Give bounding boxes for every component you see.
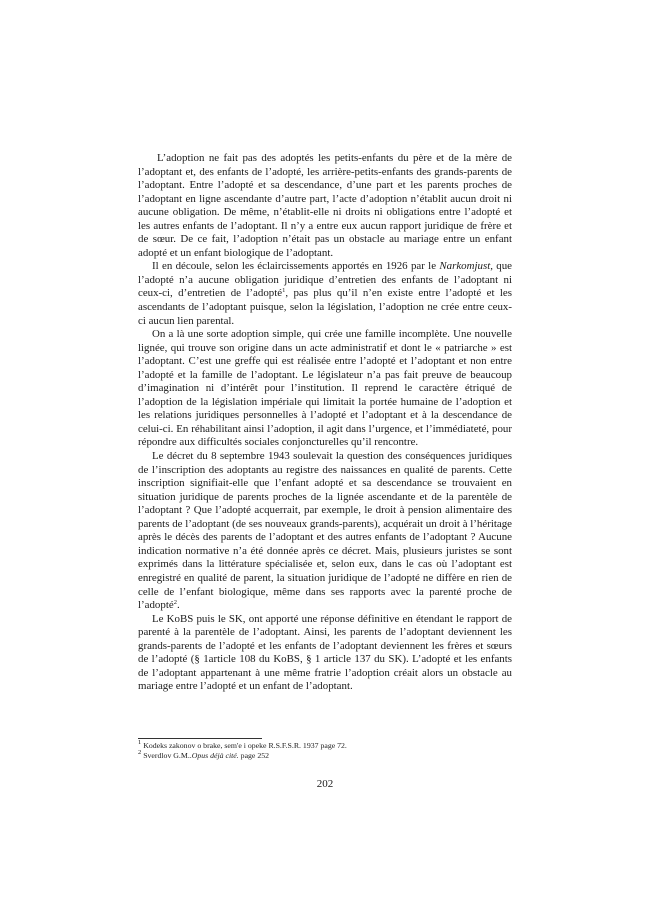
paragraph-2-text-c: , pas plus qu’il n’en existe entre l’adopté et les ascendants de l’adoptant puisque, selon la législation, l’adoption ne crée entre ceux-ci aucun lien parental. bbox=[138, 287, 512, 327]
footnote-1-marker: 1 bbox=[138, 739, 142, 746]
paragraph-1-text: L’adoption ne fait pas des adoptés les petits-enfants du père et de la mère de l’adoptant et, des enfants de l’adopté, les arrière-petits-enfants des grands-parents de l’adoptant. Entre l’adopté et sa descendance, d’une part et les parents proches de l’adoptant en ligne ascendante d’autre part, l’acte d’adoption n’établit aucun droit ni aucune obligation. De même, n’établit-elle ni droits ni obligations entre l’adopté et les autres enfants de l’adoptant. Il n’y a entre eux aucun rapport juridique de frère et de sœur. De ce fait, l’adoption n’était pas un obstacle au mariage entre un enfant adopté et un enfant biologique de l’adoptant. bbox=[138, 152, 512, 259]
footnote-2-text-b: page 252 bbox=[238, 751, 270, 761]
footnote-1-text: Kodeks zakonov o brake, sem'e i opeke R.S.F.S.R. 1937 page 72. bbox=[141, 741, 347, 750]
paragraph-5 bbox=[138, 613, 512, 694]
footnote-2-citation: Opus déjà cité. bbox=[191, 751, 239, 761]
footnote-2 bbox=[138, 751, 512, 761]
paragraph-3 bbox=[138, 328, 512, 450]
footnote-1 bbox=[138, 741, 512, 751]
body-text bbox=[138, 152, 512, 694]
page-number: 202 bbox=[316, 778, 334, 790]
footnotes bbox=[138, 741, 512, 762]
footnote-2-text-a: Sverdlov G.M.. bbox=[141, 751, 192, 761]
paragraph-1 bbox=[138, 152, 512, 260]
footnote-separator bbox=[138, 738, 262, 739]
footnote-ref-2[interactable]: 2 bbox=[173, 599, 177, 607]
paragraph-2 bbox=[138, 260, 512, 328]
footnote-2-marker: 2 bbox=[138, 749, 142, 757]
footnote-ref-1[interactable]: 1 bbox=[282, 287, 286, 295]
paragraph-4-text-a: Le décret du 8 septembre 1943 soulevait la question des conséquences juridiques de l’inscription des adoptants au registre des naissances en qualité de parents. Cette inscription signifiait-elle que l’enfant adopté et sa descendance se trouvaient en situation juridique de parents proches de la lignée ascendante et de la parentèle de l’adoptant ? Que l’adopté acquerrait, par exemple, le droit à pension alimentaire des parents de l’adoptant (de ses nouveaux grands-parents), acquérait un droit à l’héritage après le décès des parents de l’adoptant et des autres enfants de l’adoptant ? Aucune indication normative n’a été donnée après ce décret. Mais, plusieurs juristes se sont exprimés dans la littérature spécialisée et, selon eux, dans le cas où l’adoptant est enregistré en qualité de parent, la situation juridique de l’adopté ne diffère en rien de celle de l’enfant biologique, même dans ses rapports avec la parenté proche de l’adopté bbox=[138, 450, 512, 612]
paragraph-5-text: Le KoBS puis le SK, ont apporté une réponse définitive en étendant le rapport de parenté à la parentèle de l’adoptant. Ainsi, les parents de l’adoptant deviennent les grands-parents de l’adopté et les enfants de l’adoptant deviennent les frères et sœurs de l’adopté (§ 1article 108 du KoBS, § 1 article 137 du SK). L’adopté et les enfants de l’adoptant appartenant à une même fratrie l’adoption créait alors un obstacle au mariage entre l’adopté et un enfant de l’adoptant. bbox=[138, 612, 512, 693]
paragraph-2-text-b: , que l’adopté n’a aucune obligation juridique d’entretien des enfants de l’adoptant ni ceux-ci, d’entretien de l’adopté bbox=[138, 260, 513, 300]
paragraph-4-text-b: . bbox=[176, 599, 180, 612]
paragraph-3-text: On a là une sorte adoption simple, qui crée une famille incomplète. Une nouvelle lignée, qui trouve son origine dans un acte administratif et dont le « patriarche » est l’adoptant. C’est une greffe qui est réalisée entre l’adopté et l’adoptant et non entre l’adopté et la famille de l’adoptant. Le législateur n’a pas fait preuve de beaucoup d’imagination ni d’intérêt pour l’institution. Il reprend le caractère étriqué de l’adoption de la législation impériale qui limitait la portée humaine de l’adoption et les relations juridiques personnelles à l’adopté et l’adoptant et à la descendance de celui-ci. En réhabilitant ainsi l’adoption, il agit dans l’urgence, et l’immédiateté, pour répondre aux difficultés sociales conjoncturelles qu’il rencontre. bbox=[138, 328, 512, 449]
paragraph-4 bbox=[138, 450, 512, 613]
paragraph-2-text-a: Il en découle, selon les éclaircissements apportés en 1926 par le bbox=[152, 260, 440, 273]
narkomjust-term: Narkomjust bbox=[439, 260, 491, 273]
